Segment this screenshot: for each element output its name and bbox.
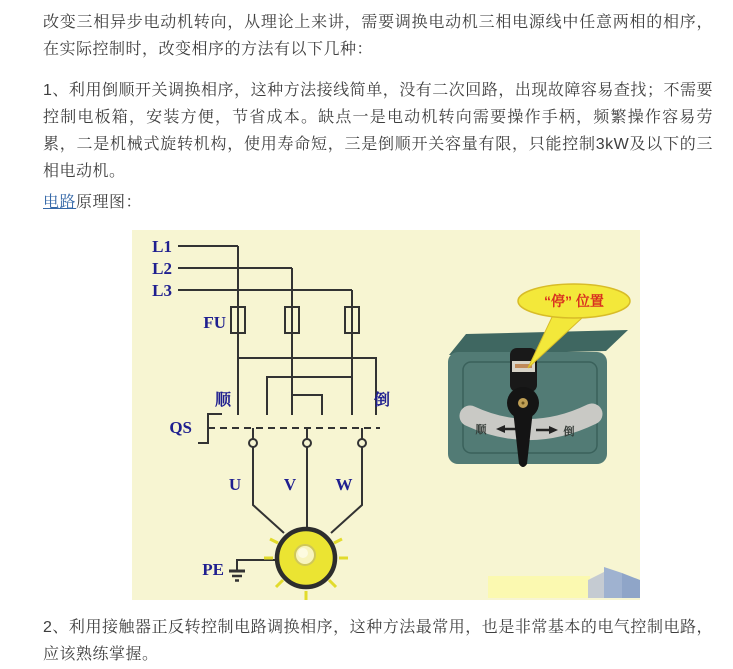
phase-label-l3: L3 [152,281,172,300]
ground-icon [229,560,277,581]
circuit-diagram-figure [132,230,640,600]
crossover-wires [238,358,376,415]
terminal-label-v: V [283,475,297,494]
phase-label-l2: L2 [152,259,172,278]
reverse-label: 倒 [373,392,391,409]
contact-dot [303,439,311,447]
figure-caption [43,189,713,216]
phase-label-l1: L1 [152,237,172,256]
earth-label: PE [202,560,224,579]
terminal-label-u: U [228,475,242,494]
circuit-link[interactable]: 电路 [43,194,77,211]
plate-reverse-label: 倒 [563,426,575,438]
motor-icon [264,529,348,600]
paragraph-intro: 改变三相异步电动机转向，从理论上来讲，需要调换电动机三相电源线中任意两相的相序，在实际控制时，改变相序的方法有以下几种： [43,14,713,58]
contact-dot [249,439,257,447]
contact-dot [358,439,366,447]
callout-text: “停” 位置 [544,293,604,309]
paragraph-method-2: 2、利用接触器正反转控制电路调换相序，这种方法最常用，也是非常基本的电气控制电路，应该熟练掌握。 [43,619,713,663]
fuse-icons [231,307,359,333]
watermark-patch [488,567,640,598]
forward-label: 顺 [214,392,232,409]
switch-label: QS [169,418,192,437]
plate-forward-label: 顺 [475,424,487,436]
terminal-label-w: W [335,475,353,494]
figure-caption-rest: 原理图： [76,194,143,211]
circuit-diagram-svg [132,230,640,600]
paragraph-method-1: 1、利用倒顺开关调换相序，这种方法接线简单，没有二次回路，出现故障容易查找；不需要控制电板箱，安装方便，节省成本。缺点一是电动机转向需要操作手柄，频繁操作容易劳累，二是机械式旋转机构，使用寿命短，三是倒顺开关容量有限，只能控制3kW及以下的三相电动机。 [43,82,713,180]
switch-pivot-screw-slot [522,402,525,405]
fuse-label: FU [203,313,226,332]
